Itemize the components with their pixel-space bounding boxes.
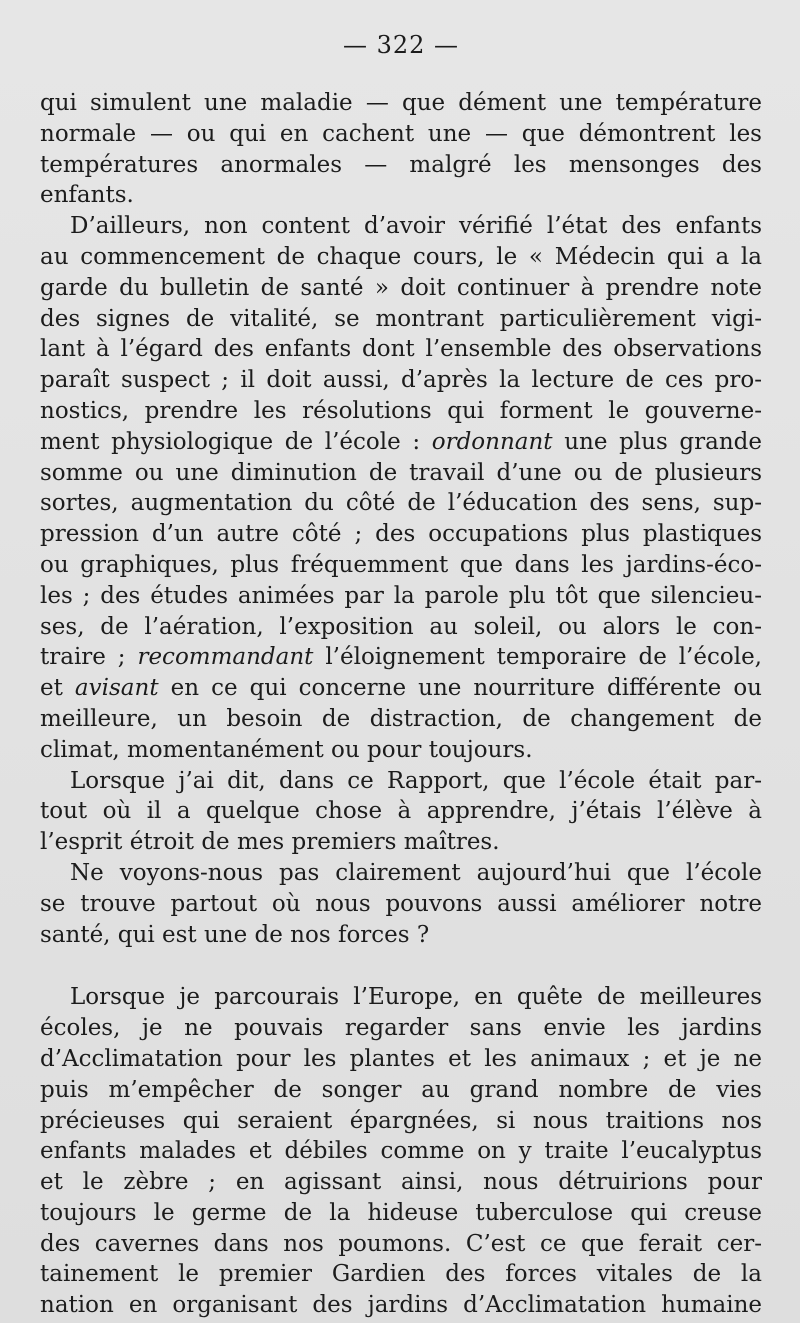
text-line: écoles, je ne pouvais regarder sans envie les jardins bbox=[40, 1015, 762, 1042]
text-line: des cavernes dans nos poumons. C’est ce que ferait cer- bbox=[40, 1230, 762, 1257]
text-line bbox=[40, 642, 762, 673]
text-line: garde du bulletin de santé » doit continuer à prendre note bbox=[40, 274, 762, 301]
text-line: paraît suspect ; il doit aussi, d’après la lecture de ces pro- bbox=[40, 367, 762, 394]
text-line: tout où il a quelque chose à apprendre, j’étais l’élève à bbox=[40, 798, 762, 825]
text-line: tainement le premier Gardien des forces vitales de la bbox=[40, 1261, 762, 1288]
text-line: l’esprit étroit de mes premiers maîtres. bbox=[40, 829, 500, 856]
text-segment: et bbox=[40, 675, 75, 702]
text-line: D’ailleurs, non content d’avoir vérifié l’état des enfants bbox=[70, 213, 762, 240]
text-line: enfants. bbox=[40, 182, 134, 209]
text-line: sortes, augmentation du côté de l’éducation des sens, sup- bbox=[40, 490, 762, 517]
text-line: Lorsque j’ai dit, dans ce Rapport, que l’école était par- bbox=[70, 767, 762, 794]
text-line: Ne voyons-nous pas clairement aujourd’hui que l’école bbox=[70, 859, 762, 886]
text-line bbox=[40, 427, 762, 458]
text-line: températures anormales — malgré les mensonges des bbox=[40, 151, 762, 178]
body-text bbox=[40, 88, 762, 1321]
text-line: Lorsque je parcourais l’Europe, en quête de meilleures bbox=[70, 984, 762, 1011]
text-line: ou graphiques, plus fréquemment que dans les jardins-éco- bbox=[40, 551, 762, 578]
italic-word: ordonnant bbox=[431, 428, 553, 455]
text-line: santé, qui est une de nos forces ? bbox=[40, 921, 430, 948]
text-line: précieuses qui seraient épargnées, si nous traitions nos bbox=[40, 1107, 762, 1134]
text-segment: ment physiologique de l’école : bbox=[40, 428, 432, 455]
text-line: et le zèbre ; en agissant ainsi, nous détruirions pour bbox=[40, 1169, 762, 1196]
text-line: somme ou une diminution de travail d’une ou de plusieurs bbox=[40, 459, 762, 486]
text-segment: en ce qui concerne une nourriture différente ou bbox=[158, 675, 762, 702]
page-number: — 322 — bbox=[342, 31, 460, 59]
text-line bbox=[40, 673, 762, 704]
italic-word: avisant bbox=[74, 675, 159, 702]
text-line: nostics, prendre les résolutions qui forment le gouverne- bbox=[40, 397, 762, 424]
text-line: nation en organisant des jardins d’Acclimatation humaine bbox=[40, 1292, 762, 1319]
italic-word: recommandant bbox=[137, 644, 314, 671]
text-line: climat, momentanément ou pour toujours. bbox=[40, 736, 533, 763]
text-line: qui simulent une maladie — que dément une température bbox=[40, 90, 762, 116]
text-line: puis m’empêcher de songer au grand nombre de vies bbox=[40, 1076, 762, 1103]
text-line: meilleure, un besoin de distraction, de changement de bbox=[40, 705, 762, 732]
text-segment: une plus grande bbox=[552, 428, 762, 455]
text-segment: l’éloignement temporaire de l’école, bbox=[313, 644, 762, 671]
text-line: ses, de l’aération, l’exposition au soleil, ou alors le con- bbox=[40, 613, 762, 640]
text-line: toujours le germe de la hideuse tuberculose qui creuse bbox=[40, 1199, 762, 1226]
text-line: normale — ou qui en cachent une — que démontrent les bbox=[40, 120, 762, 147]
text-line: d’Acclimatation pour les plantes et les animaux ; et je ne bbox=[40, 1045, 762, 1072]
text-line: au commencement de chaque cours, le « Médecin qui a la bbox=[40, 243, 762, 270]
text-line: lant à l’égard des enfants dont l’ensemble des observations bbox=[40, 336, 762, 363]
text-line: les ; des études animées par la parole plu tôt que silencieu- bbox=[40, 582, 762, 609]
text-segment: traire ; bbox=[40, 644, 138, 671]
paragraph-gap bbox=[40, 950, 762, 982]
text-line: des signes de vitalité, se montrant particulièrement vigi- bbox=[40, 305, 762, 332]
text-line: pression d’un autre côté ; des occupations plus plastiques bbox=[40, 521, 762, 548]
text-line: enfants malades et débiles comme on y traite l’eucalyptus bbox=[40, 1138, 762, 1165]
text-line: se trouve partout où nous pouvons aussi améliorer notre bbox=[40, 890, 762, 917]
